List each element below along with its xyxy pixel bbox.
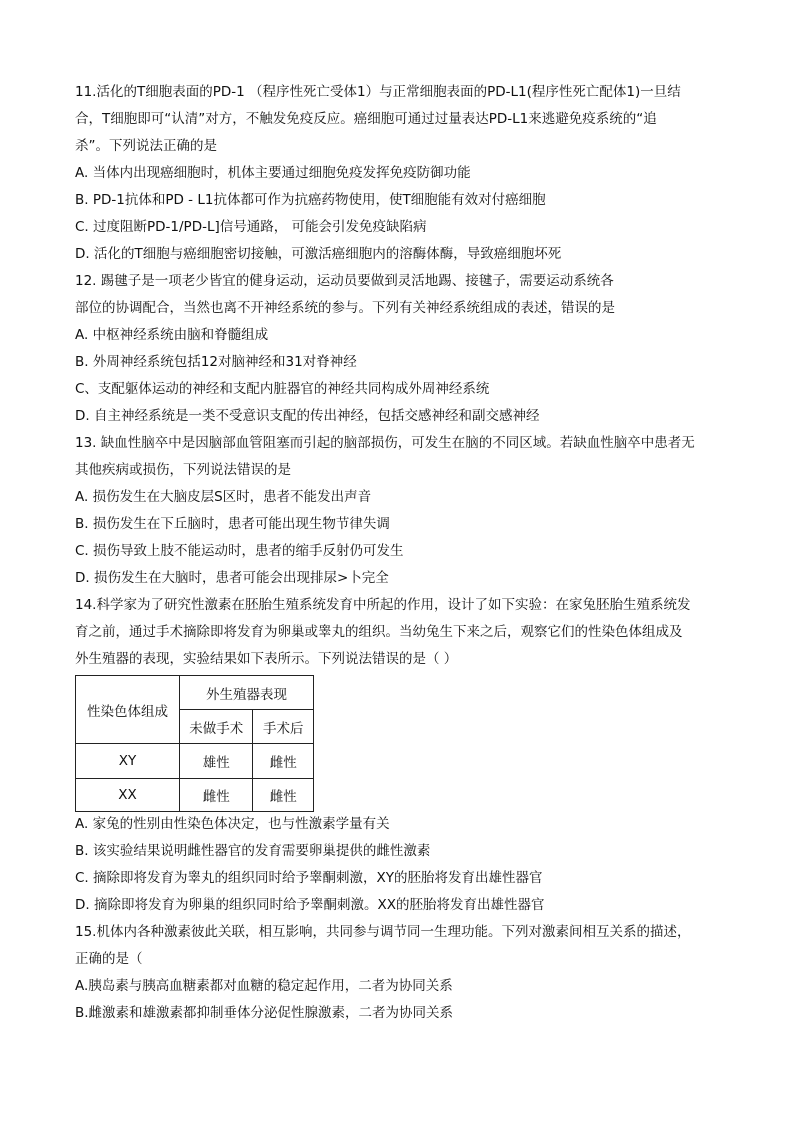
results-table bbox=[75, 675, 314, 812]
q14-line-1: 14.科学家为了研究性激素在胚胎生殖系统发育中所起的作用，设计了如下实验：在家兔胚胎生殖系统发 bbox=[75, 597, 691, 613]
q11-option-d: D. 活化的T细胞与癌细胞密切接触，可激活癌细胞内的溶酶体酶，导致癌细胞坏死 bbox=[75, 246, 562, 262]
q11-option-a: A. 当体内出现癌细胞时，机体主要通过细胞免疫发挥免疫防御功能 bbox=[75, 165, 471, 181]
table-row bbox=[76, 779, 314, 812]
q13-line-1: 13. 缺血性脑卒中是因脑部血管阻塞而引起的脑部损伤，可发生在脑的不同区域。若缺血性脑卒中患者无 bbox=[75, 435, 695, 451]
q11-option-b: B. PD-1抗体和PD - L1抗体都可作为抗癌药物使用，使T细胞能有效对付癌细胞 bbox=[75, 192, 546, 208]
table-header-chromosome: 性染色体组成 bbox=[76, 676, 180, 744]
q12-option-a: A. 中枢神经系统由脑和脊髓组成 bbox=[75, 327, 269, 343]
q11-line-1: 11.活化的T细胞表面的PD-1 （程序性死亡受体1）与正常细胞表面的PD-L1(程序性死亡配体1)一旦结 bbox=[75, 84, 681, 100]
table-header-no-surgery: 未做手术 bbox=[180, 710, 253, 744]
q11-line-2: 合，T细胞即可“认清”对方，不触发免疫反应。癌细胞可通过过量表达PD-L1来逃避免疫系统的“追 bbox=[75, 111, 657, 127]
q12-option-c: C、支配躯体运动的神经和支配内脏器官的神经共同构成外周神经系统 bbox=[75, 381, 490, 397]
table-cell: XY bbox=[76, 744, 180, 779]
q12-option-b: B. 外周神经系统包括12对脑神经和31对脊神经 bbox=[75, 354, 357, 370]
q12-line-2: 部位的协调配合，当然也离不开神经系统的参与。下列有关神经系统组成的表述，错误的是 bbox=[75, 300, 615, 316]
q12-line-1: 12. 踢毽子是一项老少皆宜的健身运动，运动员要做到灵活地踢、接毽子，需要运动系统各 bbox=[75, 273, 614, 289]
q13-option-b: B. 损伤发生在下丘脑时，患者可能出现生物节律失调 bbox=[75, 516, 390, 532]
table-cell: 雌性 bbox=[253, 779, 314, 812]
q13-line-2: 其他疾病或损伤，下列说法错误的是 bbox=[75, 462, 291, 478]
q14-option-d: D. 摘除即将发育为卵巢的组织同时给予睾酮刺激。XX的胚胎将发育出雄性器官 bbox=[75, 897, 545, 913]
q14-line-3: 外生殖器的表现，实验结果如下表所示。下列说法错误的是（ ） bbox=[75, 651, 458, 667]
table-cell: 雌性 bbox=[180, 779, 253, 812]
q14-line-2: 育之前，通过手术摘除即将发育为卵巢或睾丸的组织。当幼兔生下来之后，观察它们的性染色体组成及 bbox=[75, 624, 683, 640]
q15-option-b: B.雌激素和雄激素都抑制垂体分泌促性腺激素，二者为协同关系 bbox=[75, 1005, 454, 1021]
q15-line-1: 15.机体内各种激素彼此关联，相互影响，共同参与调节同一生理功能。下列对激素间相互关系的描述， bbox=[75, 924, 691, 940]
q13-option-d: D. 损伤发生在大脑时，患者可能会出现排尿>卜完全 bbox=[75, 570, 389, 586]
table-cell: XX bbox=[76, 779, 180, 812]
q12-option-d: D. 自主神经系统是一类不受意识支配的传出神经，包括交感神经和副交感神经 bbox=[75, 408, 540, 424]
table-row bbox=[76, 744, 314, 779]
table-cell: 雄性 bbox=[180, 744, 253, 779]
q13-option-a: A. 损伤发生在大脑皮层S区时，患者不能发出声音 bbox=[75, 489, 372, 505]
q14-option-c: C. 摘除即将发育为睾丸的组织同时给予睾酮刺激，XY的胚胎将发育出雄性器官 bbox=[75, 870, 543, 886]
table-header-genitalia: 外生殖器表现 bbox=[180, 676, 314, 710]
table-cell: 雌性 bbox=[253, 744, 314, 779]
q13-option-c: C. 损伤导致上肢不能运动时，患者的缩手反射仍可发生 bbox=[75, 543, 404, 559]
q14-option-b: B. 该实验结果说明雌性器官的发育需要卵巢提供的雌性激素 bbox=[75, 843, 431, 859]
table-header-after-surgery: 手术后 bbox=[253, 710, 314, 744]
q11-option-c: C. 过度阻断PD-1/PD-L]信号通路， 可能会引发免疫缺陷病 bbox=[75, 219, 427, 235]
q15-line-2: 正确的是（ bbox=[75, 951, 143, 967]
q15-option-a: A.胰岛素与胰高血糖素都对血糖的稳定起作用，二者为协同关系 bbox=[75, 978, 453, 994]
q11-line-3: 杀”。下列说法正确的是 bbox=[75, 138, 217, 154]
q14-option-a: A. 家兔的性别由性染色体决定，也与性激素学量有关 bbox=[75, 816, 390, 832]
